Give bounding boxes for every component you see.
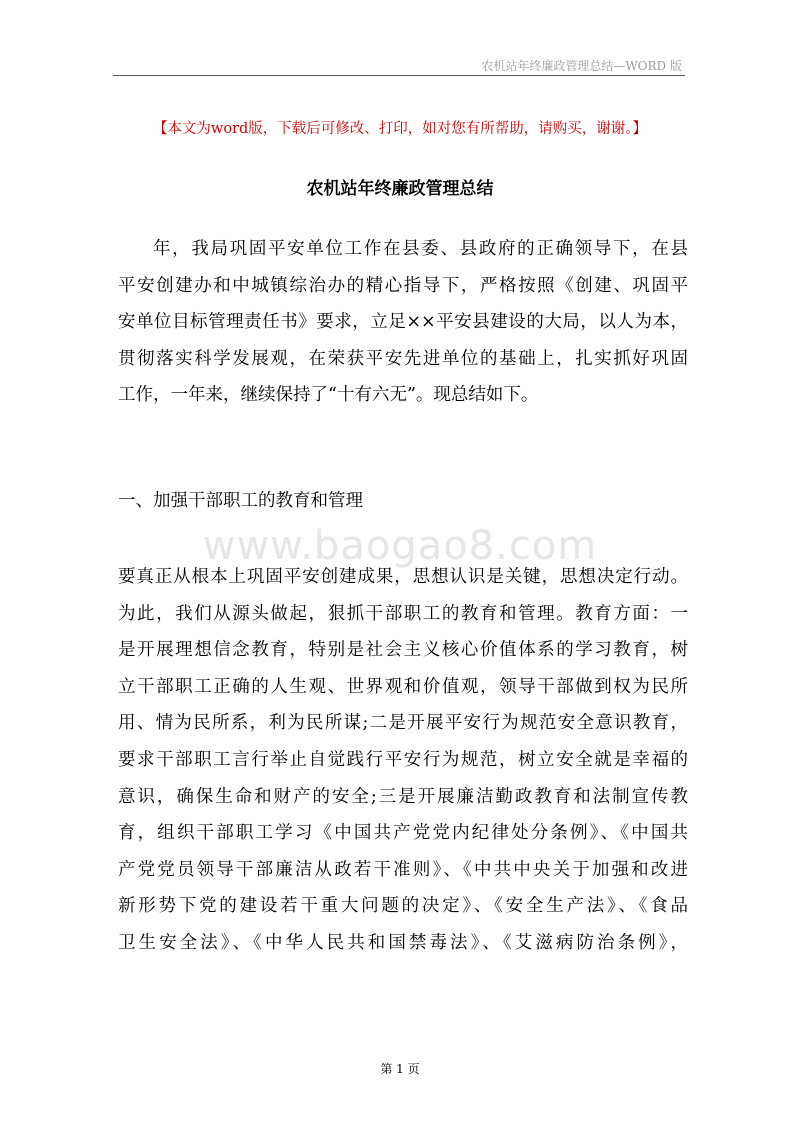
- paragraph-line: 平安创建办和中城镇综治办的精心指导下，严格按照《创建、巩固平: [118, 275, 688, 296]
- paragraph-line: 年，我局巩固平安单位工作在县委、县政府的正确领导下，在县: [153, 239, 688, 259]
- paragraph-line: 新形势下党的建设若干重大问题的决定》、《安全生产法》、《食品: [118, 896, 688, 917]
- paragraph-line: 要求干部职工言行举止自觉践行平安行为规范，树立安全就是幸福的: [118, 749, 688, 770]
- header-divider: [113, 75, 685, 76]
- paragraph-line: 育，组织干部职工学习《中国共产党党内纪律处分条例》、《中国共: [118, 823, 688, 844]
- paragraph-line: 工作，一年来，继续保持了“十有六无”。现总结如下。: [118, 385, 539, 406]
- paragraph-line: 卫生安全法》、《中华人民共和国禁毒法》、《艾滋病防治条例》，: [118, 932, 688, 953]
- paragraph-line: 产党党员领导干部廉洁从政若干准则》、《中共中央关于加强和改进: [118, 859, 688, 880]
- paragraph-line: 意识，确保生命和财产的安全;三是开展廉洁勤政教育和法制宣传教: [118, 786, 688, 807]
- watermark: www.baogao8.com: [202, 523, 598, 569]
- paragraph-line: 立干部职工正确的人生观、世界观和价值观，领导干部做到权为民所: [118, 676, 688, 697]
- paragraph-line: 安单位目标管理责任书》要求，立足××平安县建设的大局，以人为本，: [118, 312, 688, 333]
- page-number: 第 1 页: [380, 1062, 420, 1076]
- running-title: 农机站年终廉政管理总结—WORD 版: [481, 59, 682, 73]
- paragraph-intro: [118, 231, 688, 414]
- paragraph-line: 贯彻落实科学发展观，在荣获平安先进单位的基础上，扎实抓好巩固: [118, 348, 688, 369]
- document-title: 农机站年终廉政管理总结: [306, 179, 494, 199]
- paragraph-line: 要真正从根本上巩固平安创建成果，思想认识是关键，思想决定行动。: [118, 567, 688, 587]
- paragraph-line: 用、情为民所系，利为民所谋;二是开展平安行为规范安全意识教育，: [118, 713, 688, 734]
- paragraph-education: [118, 559, 688, 962]
- paragraph-line: 是开展理想信念教育，特别是社会主义核心价值体系的学习教育，树: [118, 640, 688, 661]
- paragraph-line: 为此，我们从源头做起，狠抓干部职工的教育和管理。教育方面：一: [118, 603, 688, 624]
- section-heading: 一、加强干部职工的教育和管理: [118, 491, 363, 511]
- purchase-notice: 【本文为word版，下载后可修改、打印，如对您有所帮助，请购买，谢谢。】: [152, 121, 648, 137]
